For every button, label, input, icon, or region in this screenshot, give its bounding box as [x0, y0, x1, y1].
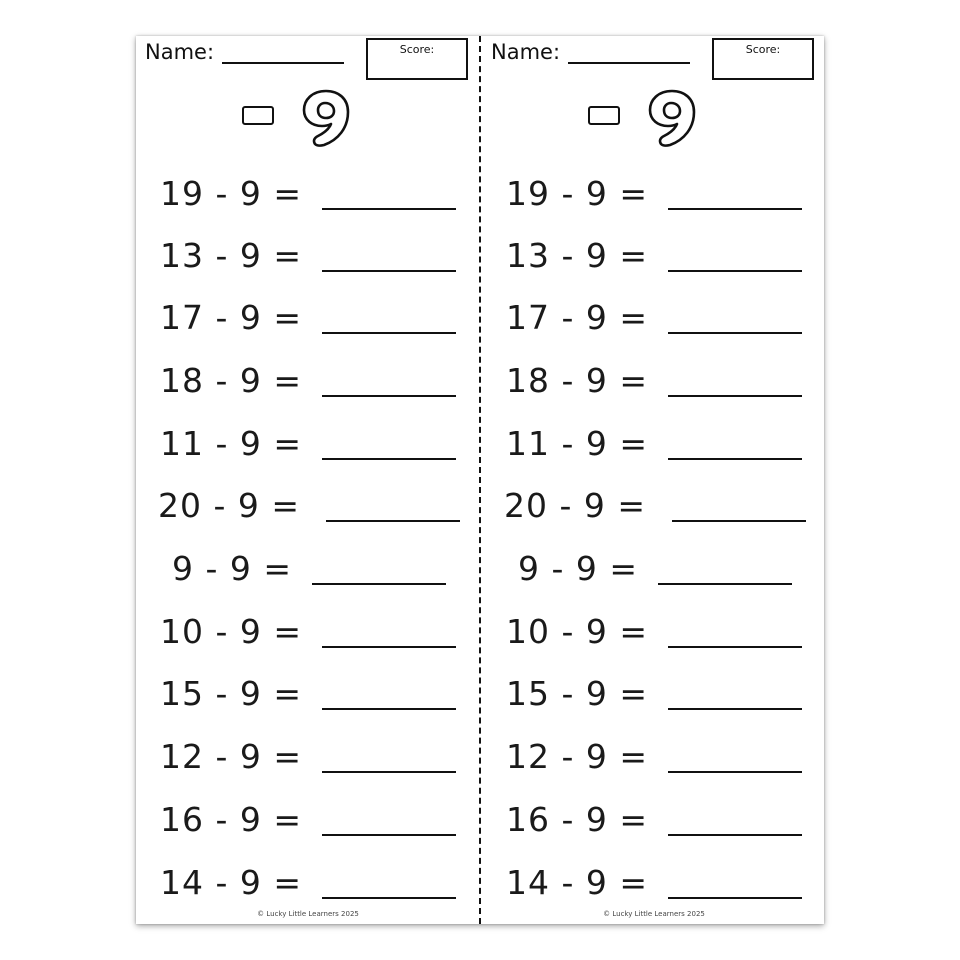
problem-row: [482, 174, 826, 224]
copyright-footer: © Lucky Little Learners 2025: [603, 910, 705, 918]
answer-line[interactable]: [668, 270, 802, 272]
answer-line[interactable]: [322, 395, 456, 397]
answer-line[interactable]: [668, 458, 802, 460]
answer-line[interactable]: [668, 897, 802, 899]
answer-line[interactable]: [322, 897, 456, 899]
problem-text: 12 - 9 =: [160, 737, 303, 776]
problem-row: [482, 863, 826, 913]
problem-text: 20 - 9 =: [158, 486, 301, 525]
name-row: [491, 40, 690, 64]
worksheet-left: [136, 36, 480, 924]
problem-row: [482, 361, 826, 411]
problem-text: 16 - 9 =: [160, 800, 303, 839]
name-row: [145, 40, 344, 64]
problem-row: [482, 549, 826, 599]
problem-row: [136, 424, 480, 474]
problem-row: [136, 737, 480, 787]
problem-row: [482, 486, 826, 536]
score-box[interactable]: [366, 38, 468, 80]
problem-row: [136, 800, 480, 850]
problem-text: 18 - 9 =: [506, 361, 649, 400]
answer-line[interactable]: [658, 583, 792, 585]
name-label: Name:: [145, 40, 215, 64]
score-box[interactable]: [712, 38, 814, 80]
answer-line[interactable]: [322, 458, 456, 460]
problem-text: 10 - 9 =: [160, 612, 303, 651]
answer-line[interactable]: [672, 520, 806, 522]
bubble-digit-nine-icon: [646, 88, 702, 148]
copyright-footer: © Lucky Little Learners 2025: [257, 910, 359, 918]
problem-row: [136, 361, 480, 411]
answer-line[interactable]: [322, 646, 456, 648]
score-label: Score:: [745, 43, 781, 56]
answer-line[interactable]: [668, 208, 802, 210]
problem-text: 11 - 9 =: [160, 424, 303, 463]
problem-row: [136, 863, 480, 913]
problem-row: [136, 236, 480, 286]
answer-line[interactable]: [668, 395, 802, 397]
answer-line[interactable]: [322, 270, 456, 272]
answer-line[interactable]: [668, 771, 802, 773]
problem-row: [482, 800, 826, 850]
worksheet-right: [482, 36, 826, 924]
problem-text: 15 - 9 =: [506, 674, 649, 713]
problem-row: [136, 549, 480, 599]
heading: [582, 86, 722, 152]
answer-line[interactable]: [668, 708, 802, 710]
answer-line[interactable]: [312, 583, 446, 585]
problem-text: 19 - 9 =: [506, 174, 649, 213]
problem-text: 20 - 9 =: [504, 486, 647, 525]
problem-text: 9 - 9 =: [518, 549, 639, 588]
problem-row: [482, 424, 826, 474]
problem-text: 19 - 9 =: [160, 174, 303, 213]
answer-line[interactable]: [668, 332, 802, 334]
problem-row: [136, 486, 480, 536]
problem-text: 18 - 9 =: [160, 361, 303, 400]
answer-line[interactable]: [322, 208, 456, 210]
problem-text: 12 - 9 =: [506, 737, 649, 776]
problem-text: 17 - 9 =: [506, 298, 649, 337]
problem-text: 13 - 9 =: [506, 236, 649, 275]
blank-box-icon: [588, 106, 620, 125]
answer-line[interactable]: [326, 520, 460, 522]
problem-row: [482, 236, 826, 286]
problem-row: [482, 674, 826, 724]
problem-row: [482, 737, 826, 787]
blank-box-icon: [242, 106, 274, 125]
problem-text: 15 - 9 =: [160, 674, 303, 713]
answer-line[interactable]: [322, 332, 456, 334]
problem-row: [482, 612, 826, 662]
problem-row: [136, 298, 480, 348]
score-label: Score:: [399, 43, 435, 56]
answer-line[interactable]: [322, 834, 456, 836]
problem-text: 16 - 9 =: [506, 800, 649, 839]
problem-text: 14 - 9 =: [506, 863, 649, 902]
name-field[interactable]: [568, 42, 690, 64]
problem-row: [136, 674, 480, 724]
answer-line[interactable]: [668, 834, 802, 836]
problem-text: 11 - 9 =: [506, 424, 649, 463]
problem-text: 10 - 9 =: [506, 612, 649, 651]
answer-line[interactable]: [322, 771, 456, 773]
bubble-digit-nine-icon: [300, 88, 356, 148]
problem-text: 17 - 9 =: [160, 298, 303, 337]
name-label: Name:: [491, 40, 561, 64]
problem-text: 13 - 9 =: [160, 236, 303, 275]
answer-line[interactable]: [322, 708, 456, 710]
name-field[interactable]: [222, 42, 344, 64]
heading: [236, 86, 376, 152]
answer-line[interactable]: [668, 646, 802, 648]
problem-row: [136, 174, 480, 224]
problem-row: [482, 298, 826, 348]
problem-text: 9 - 9 =: [172, 549, 293, 588]
problem-row: [136, 612, 480, 662]
problem-text: 14 - 9 =: [160, 863, 303, 902]
